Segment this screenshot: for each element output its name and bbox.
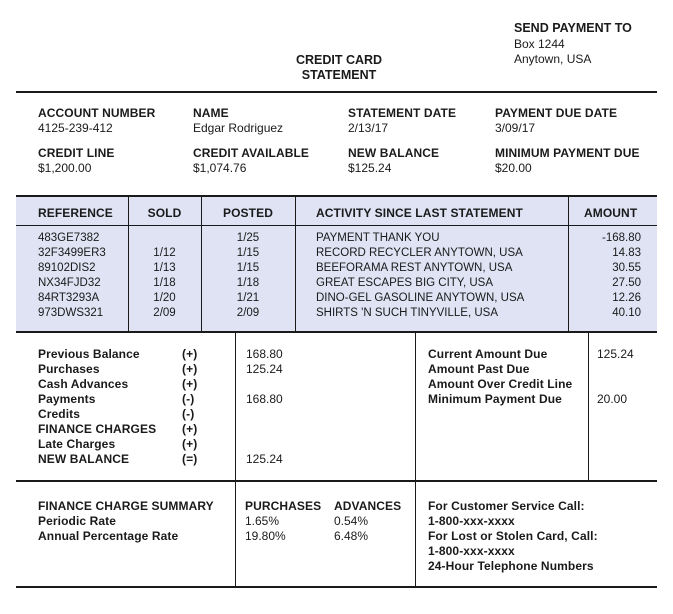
due-label: Amount Past Due <box>428 362 530 376</box>
due-value: 125.24 <box>597 347 634 361</box>
divider <box>16 331 657 333</box>
statement-date: 2/13/17 <box>348 121 389 135</box>
advances-header: ADVANCES <box>334 499 402 513</box>
customer-service-label: For Customer Service Call: <box>428 499 585 513</box>
purchases-header: PURCHASES <box>245 499 322 513</box>
column-divider <box>415 482 416 586</box>
summary-label: Cash Advances <box>38 377 129 391</box>
summary-sign: (-) <box>182 407 195 421</box>
advances-periodic: 0.54% <box>334 514 369 528</box>
apr-label: Annual Percentage Rate <box>38 529 179 543</box>
send-payment-line2: Anytown, USA <box>514 52 592 66</box>
row-sold: 2/09 <box>153 307 176 319</box>
account-number-label: ACCOUNT NUMBER <box>38 106 156 120</box>
header-posted: POSTED <box>223 206 273 220</box>
column-divider <box>295 197 296 331</box>
credit-line: $1,200.00 <box>38 161 92 175</box>
new-balance: $125.24 <box>348 161 392 175</box>
row-activity: GREAT ESCAPES BIG CITY, USA <box>316 277 494 289</box>
summary-label: Previous Balance <box>38 347 140 361</box>
row-reference: 84RT3293A <box>38 292 100 304</box>
periodic-rate-label: Periodic Rate <box>38 514 116 528</box>
row-activity: SHIRTS 'N SUCH TINYVILLE, USA <box>316 307 498 319</box>
summary-value: 168.80 <box>246 347 283 361</box>
due-label: Amount Over Credit Line <box>428 377 573 391</box>
row-posted: 1/18 <box>236 277 260 289</box>
row-amount: -168.80 <box>601 232 641 244</box>
row-reference: 32F3499ER3 <box>38 247 106 259</box>
summary-sign: (+) <box>182 362 198 376</box>
row-posted: 1/15 <box>236 247 260 259</box>
payment-due-date-label: PAYMENT DUE DATE <box>495 106 618 120</box>
summary-sign: (+) <box>182 377 198 391</box>
row-posted: 1/21 <box>236 292 260 304</box>
row-amount: 12.26 <box>612 292 641 304</box>
lost-card-phone: 1-800-xxx-xxxx <box>428 544 515 558</box>
summary-sign: (+) <box>182 422 198 436</box>
row-sold: 1/20 <box>153 292 176 304</box>
row-sold: 1/13 <box>153 262 176 274</box>
summary-sign: (-) <box>182 392 195 406</box>
row-posted: 2/09 <box>236 307 260 319</box>
due-value: 20.00 <box>597 392 628 406</box>
summary-value: 125.24 <box>246 362 283 376</box>
row-sold: 1/12 <box>153 247 176 259</box>
advances-apr: 6.48% <box>334 529 369 543</box>
name-label: NAME <box>193 106 229 120</box>
row-sold: 1/18 <box>153 277 176 289</box>
column-divider <box>415 333 416 480</box>
purchases-apr: 19.80% <box>245 529 286 543</box>
summary-label: Credits <box>38 407 81 421</box>
summary-label: Late Charges <box>38 437 116 451</box>
row-amount: 40.10 <box>612 307 641 319</box>
summary-sign: (+) <box>182 437 198 451</box>
summary-value: 125.24 <box>246 452 283 466</box>
account-number: 4125-239-412 <box>38 121 113 135</box>
hours-note: 24-Hour Telephone Numbers <box>428 559 594 573</box>
minimum-payment: $20.00 <box>495 161 532 175</box>
row-reference: NX34FJD32 <box>38 277 101 289</box>
header-sold: SOLD <box>147 206 182 220</box>
row-activity: RECORD RECYCLER ANYTOWN, USA <box>316 247 523 259</box>
summary-label: NEW BALANCE <box>38 452 130 466</box>
name-value: Edgar Rodriguez <box>193 121 284 135</box>
column-divider <box>588 333 589 480</box>
row-reference: 483GE7382 <box>38 232 100 244</box>
due-label: Current Amount Due <box>428 347 548 361</box>
row-posted: 1/15 <box>236 262 260 274</box>
payment-due-date: 3/09/17 <box>495 121 536 135</box>
row-reference: 973DWS321 <box>38 307 104 319</box>
credit-available-label: CREDIT AVAILABLE <box>193 146 310 160</box>
divider <box>16 225 657 226</box>
header-amount: AMOUNT <box>584 206 638 220</box>
column-divider <box>235 482 236 586</box>
send-payment-title: SEND PAYMENT TO <box>514 21 632 35</box>
divider <box>16 586 657 588</box>
summary-value: 168.80 <box>246 392 283 406</box>
send-payment-line1: Box 1244 <box>514 37 565 51</box>
row-reference: 89102DIS2 <box>38 262 96 274</box>
divider <box>16 195 657 197</box>
row-amount: 27.50 <box>612 277 641 289</box>
row-amount: 14.83 <box>612 247 641 259</box>
summary-label: Purchases <box>38 362 100 376</box>
customer-service-phone: 1-800-xxx-xxxx <box>428 514 515 528</box>
statement-date-label: STATEMENT DATE <box>348 106 457 120</box>
row-activity: DINO-GEL GASOLINE ANYTOWN, USA <box>316 292 525 304</box>
row-amount: 30.55 <box>612 262 641 274</box>
finance-title: FINANCE CHARGE SUMMARY <box>38 499 214 513</box>
credit-available: $1,074.76 <box>193 161 247 175</box>
header-activity: ACTIVITY SINCE LAST STATEMENT <box>316 206 523 220</box>
header-reference: REFERENCE <box>38 206 113 220</box>
summary-sign: (+) <box>182 347 198 361</box>
minimum-payment-label: MINIMUM PAYMENT DUE <box>495 146 640 160</box>
due-label: Minimum Payment Due <box>428 392 562 406</box>
divider <box>16 91 657 93</box>
divider <box>16 480 657 482</box>
new-balance-label: NEW BALANCE <box>348 146 440 160</box>
column-divider <box>235 333 236 480</box>
statement-title-line2: STATEMENT <box>301 68 377 82</box>
summary-label: Payments <box>38 392 96 406</box>
summary-sign: (=) <box>182 452 198 466</box>
statement-title-line1: CREDIT CARD <box>295 53 383 67</box>
summary-label: FINANCE CHARGES <box>38 422 157 436</box>
purchases-periodic: 1.65% <box>245 514 280 528</box>
row-posted: 1/25 <box>236 232 260 244</box>
lost-card-label: For Lost or Stolen Card, Call: <box>428 529 598 543</box>
row-activity: BEEFORAMA REST ANYTOWN, USA <box>316 262 513 274</box>
row-activity: PAYMENT THANK YOU <box>316 232 440 244</box>
credit-line-label: CREDIT LINE <box>38 146 115 160</box>
